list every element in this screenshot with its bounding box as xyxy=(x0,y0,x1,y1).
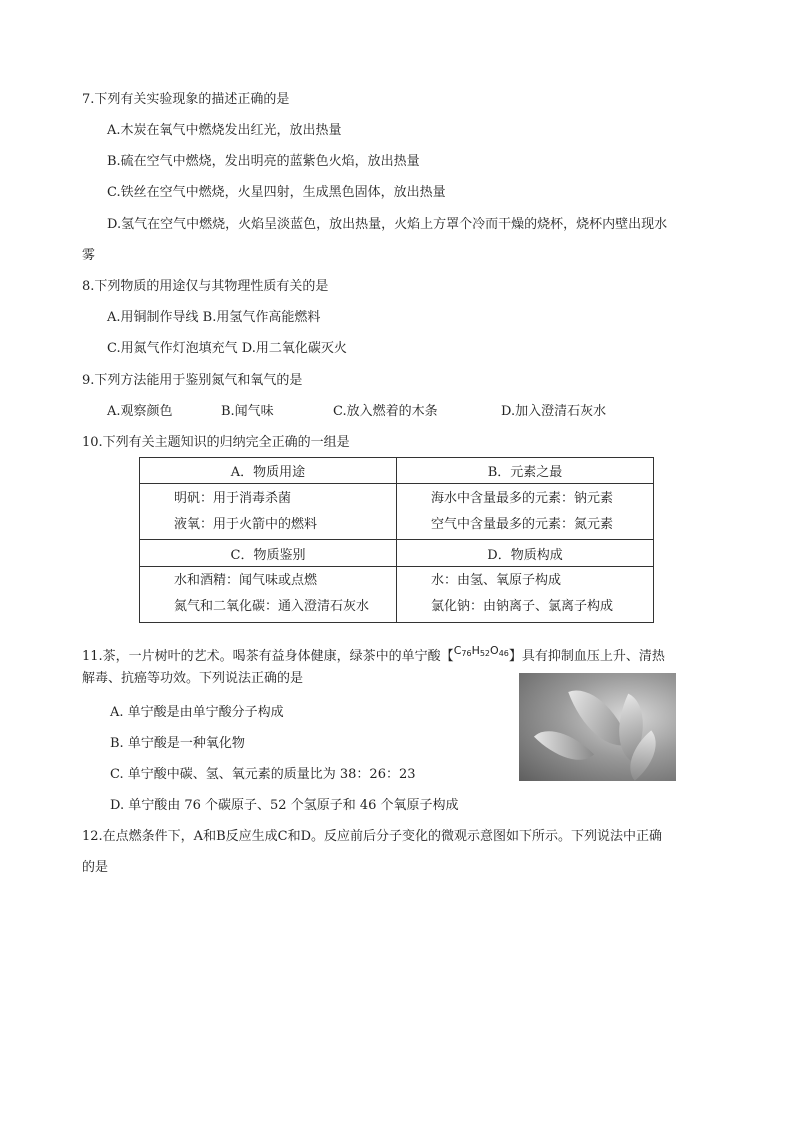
table-head-c: C．物质鉴别 xyxy=(140,540,397,566)
q11-stem-line2: 解毒、抗癌等功效。下列说法正确的是 xyxy=(82,671,304,686)
q9-stem: 9.下列方法能用于鉴别氮气和氧气的是 xyxy=(82,373,303,388)
q9-option-d: D.加入澄清石灰水 xyxy=(501,404,607,419)
table-b-line1: 海水中含量最多的元素：钠元素 xyxy=(431,490,614,506)
q9-option-b: B.闻气味 xyxy=(221,404,274,419)
formula-h-count: 52 xyxy=(479,649,491,658)
q11-option-a: A. 单宁酸是由单宁酸分子构成 xyxy=(110,705,284,720)
q11-option-c: C. 单宁酸中碳、氢、氧元素的质量比为 38：26：23 xyxy=(110,767,416,782)
q11-stem-part-b: 】具有抑制血压上升、清热 xyxy=(508,649,665,664)
q11-stem-line1 xyxy=(82,642,665,666)
table-cell-d xyxy=(397,566,654,622)
q8-options-ab: A.用铜制作导线 B.用氢气作高能燃料 xyxy=(107,310,321,325)
table-d-line2: 氯化钠：由钠离子、氯离子构成 xyxy=(431,599,614,615)
q8-options-cd: C.用氮气作灯泡填充气 D.用二氧化碳灭火 xyxy=(107,341,347,356)
leaf-shape xyxy=(534,715,594,775)
formula-h: H xyxy=(471,644,480,657)
table-head-b: B．元素之最 xyxy=(397,458,654,484)
table-d-line1: 水：由氢、氧原子构成 xyxy=(431,573,562,589)
q11-option-d: D. 单宁酸由 76 个碳原子、52 个氢原子和 46 个氧原子构成 xyxy=(110,798,459,813)
q9-option-a: A.观察颜色 xyxy=(107,404,173,419)
formula-c-count: 76 xyxy=(461,649,472,658)
table-head-a: A．物质用途 xyxy=(140,458,397,484)
formula-o: O xyxy=(490,644,499,657)
q11-stem-part-a: 11.茶，一片树叶的艺术。喝茶有益身体健康，绿茶中的单宁酸【 xyxy=(82,649,454,664)
q7-option-d-cont: 雾 xyxy=(82,248,96,263)
formula-o-count: 46 xyxy=(498,649,509,658)
table-cell-a xyxy=(140,484,397,540)
tea-leaves-photo xyxy=(519,673,676,781)
q7-option-d: D.氢气在空气中燃烧，火焰呈淡蓝色，放出热量，火焰上方罩个冷而干燥的烧杯，烧杯内壁出现水 xyxy=(107,217,668,232)
tannic-acid-formula xyxy=(454,644,509,657)
table-a-line1: 明矾：用于消毒杀菌 xyxy=(174,490,292,506)
table-b-line2: 空气中含量最多的元素：氮元素 xyxy=(431,516,614,532)
table-a-line2: 液氧：用于火箭中的燃料 xyxy=(174,516,318,532)
table-c-line2: 氮气和二氧化碳：通入澄清石灰水 xyxy=(174,599,370,615)
table-c-line1: 水和酒精：闻气味或点燃 xyxy=(174,573,318,589)
table-cell-b xyxy=(397,484,654,540)
table-cell-c xyxy=(140,566,397,622)
q9-option-c: C.放入燃着的木条 xyxy=(333,404,438,419)
q7-option-b: B.硫在空气中燃烧，发出明亮的蓝紫色火焰，放出热量 xyxy=(107,154,420,169)
q7-option-a: A.木炭在氧气中燃烧发出红光，放出热量 xyxy=(107,123,342,138)
q7-stem: 7.下列有关实验现象的描述正确的是 xyxy=(82,92,290,107)
formula-c: C xyxy=(453,644,462,657)
q12-stem-line1: 12.在点燃条件下，A和B反应生成C和D。反应前后分子变化的微观示意图如下所示。下列说法中正确 xyxy=(82,829,662,844)
q10-stem: 10.下列有关主题知识的归纳完全正确的一组是 xyxy=(82,435,350,450)
table-head-d: D．物质构成 xyxy=(397,540,654,566)
q8-stem: 8.下列物质的用途仅与其物理性质有关的是 xyxy=(82,279,329,294)
q10-table xyxy=(139,457,654,623)
q7-option-c: C.铁丝在空气中燃烧，火星四射，生成黑色固体，放出热量 xyxy=(107,185,446,200)
q11-option-b: B. 单宁酸是一种氧化物 xyxy=(110,736,245,751)
q12-stem-line2: 的是 xyxy=(82,860,109,875)
